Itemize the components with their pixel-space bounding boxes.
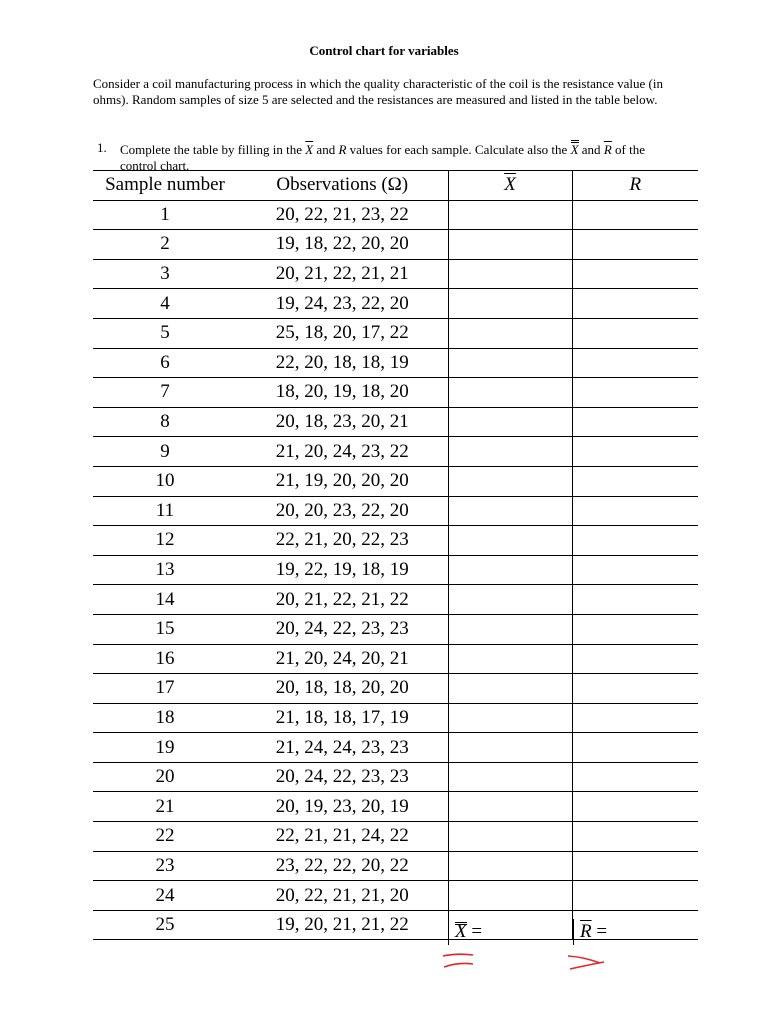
observations-cell: 20, 24, 22, 23, 23 (237, 614, 448, 644)
sample-number-cell: 9 (93, 437, 237, 467)
rbar-symbol: $\overline{R}$ (603, 142, 612, 157)
r-cell (572, 526, 698, 556)
table-row (93, 733, 698, 763)
page-title: Control chart for variables (309, 43, 459, 58)
table-row (93, 851, 698, 881)
table-row (93, 348, 698, 378)
table-row (93, 407, 698, 437)
xdbar-symbol: X (570, 142, 579, 157)
xbar-cell (448, 614, 572, 644)
observations-cell: 21, 24, 24, 23, 23 (237, 733, 448, 763)
xbar-cell (448, 200, 572, 230)
r-cell (572, 348, 698, 378)
sample-number-cell: 20 (93, 762, 237, 792)
table-row (93, 585, 698, 615)
xbar-cell (448, 792, 572, 822)
header-r: R (572, 171, 698, 201)
xbar-cell (448, 703, 572, 733)
xbar-symbol: $\overline{X}$ (305, 142, 314, 157)
rbar-handwritten-mark (564, 950, 610, 974)
r-cell (572, 703, 698, 733)
sample-number-cell: 6 (93, 348, 237, 378)
table-row (93, 792, 698, 822)
sample-number-cell: 1 (93, 200, 237, 230)
r-cell (572, 466, 698, 496)
header-sample-number: Sample number (93, 171, 237, 201)
r-cell (572, 289, 698, 319)
xbar-cell (448, 437, 572, 467)
sample-number-cell: 11 (93, 496, 237, 526)
observations-cell: 20, 18, 23, 20, 21 (237, 407, 448, 437)
observations-cell: 20, 24, 22, 23, 23 (237, 762, 448, 792)
xbar-cell (448, 851, 572, 881)
xbar-cell (448, 496, 572, 526)
xbar-cell (448, 378, 572, 408)
r-cell (572, 437, 698, 467)
r-cell (572, 851, 698, 881)
r-symbol: R (338, 142, 347, 157)
sample-number-cell: 25 (93, 910, 237, 940)
table-row (93, 822, 698, 852)
xbar-cell (448, 466, 572, 496)
xbar-cell (448, 348, 572, 378)
r-cell (572, 762, 698, 792)
xdbar-handwritten-mark (440, 950, 480, 974)
r-cell (572, 230, 698, 260)
observations-cell: 25, 18, 20, 17, 22 (237, 318, 448, 348)
r-cell (572, 259, 698, 289)
r-cell (572, 822, 698, 852)
xdbar-result: X = (448, 919, 482, 945)
table-row (93, 230, 698, 260)
table-row (93, 644, 698, 674)
observations-cell: 20, 21, 22, 21, 22 (237, 585, 448, 615)
xbar-cell (448, 289, 572, 319)
sample-number-cell: 19 (93, 733, 237, 763)
sample-number-cell: 21 (93, 792, 237, 822)
xbar-cell (448, 674, 572, 704)
xbar-cell (448, 555, 572, 585)
rbar-result: $\overline{R}$ = (573, 919, 607, 945)
xbar-cell (448, 526, 572, 556)
observations-cell: 21, 19, 20, 20, 20 (237, 466, 448, 496)
r-cell (572, 200, 698, 230)
r-cell (572, 674, 698, 704)
data-table (93, 170, 698, 940)
table-row (93, 703, 698, 733)
sample-number-cell: 18 (93, 703, 237, 733)
table-row (93, 200, 698, 230)
observations-cell: 22, 21, 20, 22, 23 (237, 526, 448, 556)
intro-paragraph: Consider a coil manufacturing process in which the quality characteristic of the coil is the resistance value (in ohms). Random samples of size 5 are selected and the resistances are measured and listed in the table below. (93, 76, 664, 107)
xbar-cell (448, 259, 572, 289)
observations-cell: 19, 24, 23, 22, 20 (237, 289, 448, 319)
observations-cell: 23, 22, 22, 20, 22 (237, 851, 448, 881)
r-cell (572, 378, 698, 408)
sample-number-cell: 13 (93, 555, 237, 585)
header-observations: Observations (Ω) (237, 171, 448, 201)
observations-cell: 20, 22, 21, 21, 20 (237, 881, 448, 911)
r-cell (572, 644, 698, 674)
r-cell (572, 792, 698, 822)
table-row (93, 289, 698, 319)
table-row (93, 466, 698, 496)
question-number: 1. (97, 140, 107, 155)
r-cell (572, 733, 698, 763)
sample-number-cell: 4 (93, 289, 237, 319)
sample-number-cell: 16 (93, 644, 237, 674)
xbar-cell (448, 881, 572, 911)
sample-number-cell: 22 (93, 822, 237, 852)
observations-cell: 21, 20, 24, 23, 22 (237, 437, 448, 467)
r-cell (572, 555, 698, 585)
observations-cell: 19, 18, 22, 20, 20 (237, 230, 448, 260)
table-header-row (93, 171, 698, 201)
table-row (93, 378, 698, 408)
xbar-cell (448, 644, 572, 674)
sample-number-cell: 8 (93, 407, 237, 437)
observations-cell: 20, 22, 21, 23, 22 (237, 200, 448, 230)
r-cell (572, 407, 698, 437)
table-row (93, 762, 698, 792)
question-text: Complete the table by filling in the $\overline{X}$ and R values for each sample. Calculate also the X and $\overline{R}$ of the control chart. (120, 142, 645, 173)
observations-cell: 21, 18, 18, 17, 19 (237, 703, 448, 733)
sample-number-cell: 3 (93, 259, 237, 289)
table-row (93, 496, 698, 526)
table-row (93, 881, 698, 911)
xbar-cell (448, 822, 572, 852)
table-row (93, 674, 698, 704)
observations-cell: 20, 18, 18, 20, 20 (237, 674, 448, 704)
table-row (93, 614, 698, 644)
xbar-cell (448, 407, 572, 437)
observations-cell: 19, 22, 19, 18, 19 (237, 555, 448, 585)
table-row (93, 526, 698, 556)
sample-number-cell: 10 (93, 466, 237, 496)
sample-number-cell: 2 (93, 230, 237, 260)
table-row (93, 555, 698, 585)
table-row (93, 259, 698, 289)
sample-number-cell: 23 (93, 851, 237, 881)
xbar-cell (448, 762, 572, 792)
table-row (93, 437, 698, 467)
r-cell (572, 881, 698, 911)
observations-cell: 22, 21, 21, 24, 22 (237, 822, 448, 852)
xbar-cell (448, 733, 572, 763)
sample-number-cell: 14 (93, 585, 237, 615)
xbar-cell (448, 230, 572, 260)
xbar-cell (448, 318, 572, 348)
observations-cell: 20, 19, 23, 20, 19 (237, 792, 448, 822)
table-row (93, 910, 698, 940)
sample-number-cell: 12 (93, 526, 237, 556)
observations-cell: 22, 20, 18, 18, 19 (237, 348, 448, 378)
question-1 (93, 140, 683, 174)
header-xbar: $\overline{X}$ (448, 171, 572, 201)
r-cell (572, 614, 698, 644)
sample-number-cell: 24 (93, 881, 237, 911)
sample-number-cell: 15 (93, 614, 237, 644)
observations-cell: 18, 20, 19, 18, 20 (237, 378, 448, 408)
xbar-cell (448, 585, 572, 615)
observations-cell: 20, 20, 23, 22, 20 (237, 496, 448, 526)
sample-number-cell: 7 (93, 378, 237, 408)
observations-cell: 20, 21, 22, 21, 21 (237, 259, 448, 289)
observations-cell: 21, 20, 24, 20, 21 (237, 644, 448, 674)
r-cell (572, 318, 698, 348)
r-cell (572, 585, 698, 615)
table-row (93, 318, 698, 348)
sample-number-cell: 5 (93, 318, 237, 348)
sample-number-cell: 17 (93, 674, 237, 704)
r-cell (572, 496, 698, 526)
observations-cell: 19, 20, 21, 21, 22 (237, 910, 448, 940)
